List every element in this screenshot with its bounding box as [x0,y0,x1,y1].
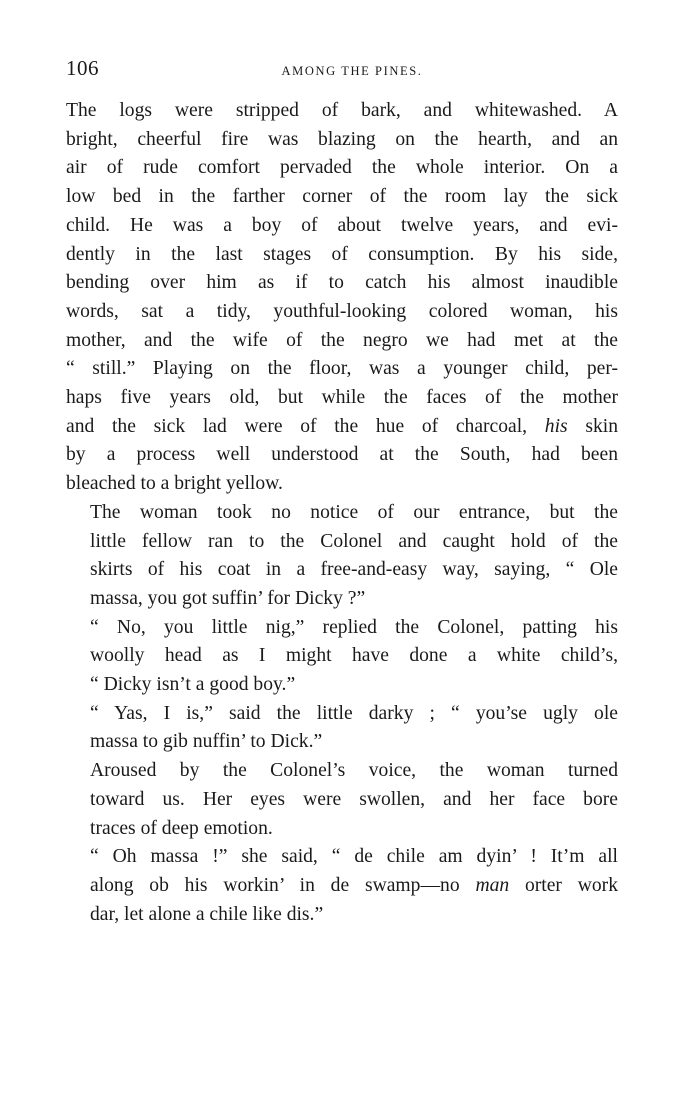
text-line: massa to gib nuffin’ to Dick.” [90,731,323,753]
text-line: massa, you got suffin’ for Dicky ?” [90,587,366,609]
text-line: words, sat a tidy, youthful-looking colored woman, his [66,300,618,322]
text-line: bending over him as if to catch his almost inaudible [66,272,618,294]
text-line: dar, let alone a chile like dis.” [90,903,324,925]
text-line: haps five years old, but while the faces of the mother [66,387,618,409]
text-line: woolly head as I might have done a white child’s, [90,645,618,667]
paragraph [66,97,618,499]
text-line: traces of deep emotion. [90,817,273,839]
text-line: “ No, you little nig,” replied the Colonel, patting his [90,616,618,638]
paragraph [66,614,618,700]
text-line: bleached to a bright yellow. [66,473,283,495]
text-line: by a process well understood at the South, had been [66,444,618,466]
italic-text: his [544,415,568,437]
text-line: air of rude comfort pervaded the whole interior. On a [66,157,618,179]
text-line: child. He was a boy of about twelve years, and evi- [66,214,618,236]
italic-text: man [475,874,510,896]
text-line: dently in the last stages of consumption. By his side, [66,243,618,265]
text-line: The logs were stripped of bark, and whitewashed. A [66,100,618,121]
paragraph [66,700,618,757]
paragraph [66,757,618,843]
text-line: toward us. Her eyes were swollen, and her face bore [90,788,618,810]
running-head [66,56,618,88]
text-line: low bed in the farther corner of the room lay the sick [66,186,618,208]
text-line: “ Yas, I is,” said the little darky ; “ you’se ugly ole [90,702,618,724]
text-line: The woman took no notice of our entrance, but the [90,501,618,523]
text-line: “ Oh massa !” she said, “ de chile am dyin’ ! It’m all [90,846,618,868]
text-line: Aroused by the Colonel’s voice, the woman turned [90,760,618,782]
book-page [66,56,618,929]
text-line: along ob his workin’ in de swamp—no man orter work [90,874,618,896]
text-line: and the sick lad were of the hue of charcoal, his skin [66,415,619,437]
text-line: “ still.” Playing on the floor, was a younger child, per- [66,358,618,380]
page-number: 106 [66,56,99,80]
text-line: little fellow ran to the Colonel and caught hold of the [90,530,618,552]
text-line: mother, and the wife of the negro we had met at the [66,329,618,351]
text-line: skirts of his coat in a free-and-easy way, saying, “ Ole [90,559,618,581]
text-line: bright, cheerful fire was blazing on the hearth, and an [66,128,618,150]
paragraph [66,499,618,614]
paragraph [66,843,618,929]
running-title: AMONG THE PINES. [281,64,423,78]
text-line: “ Dicky isn’t a good boy.” [90,674,296,696]
body-text [66,97,618,929]
